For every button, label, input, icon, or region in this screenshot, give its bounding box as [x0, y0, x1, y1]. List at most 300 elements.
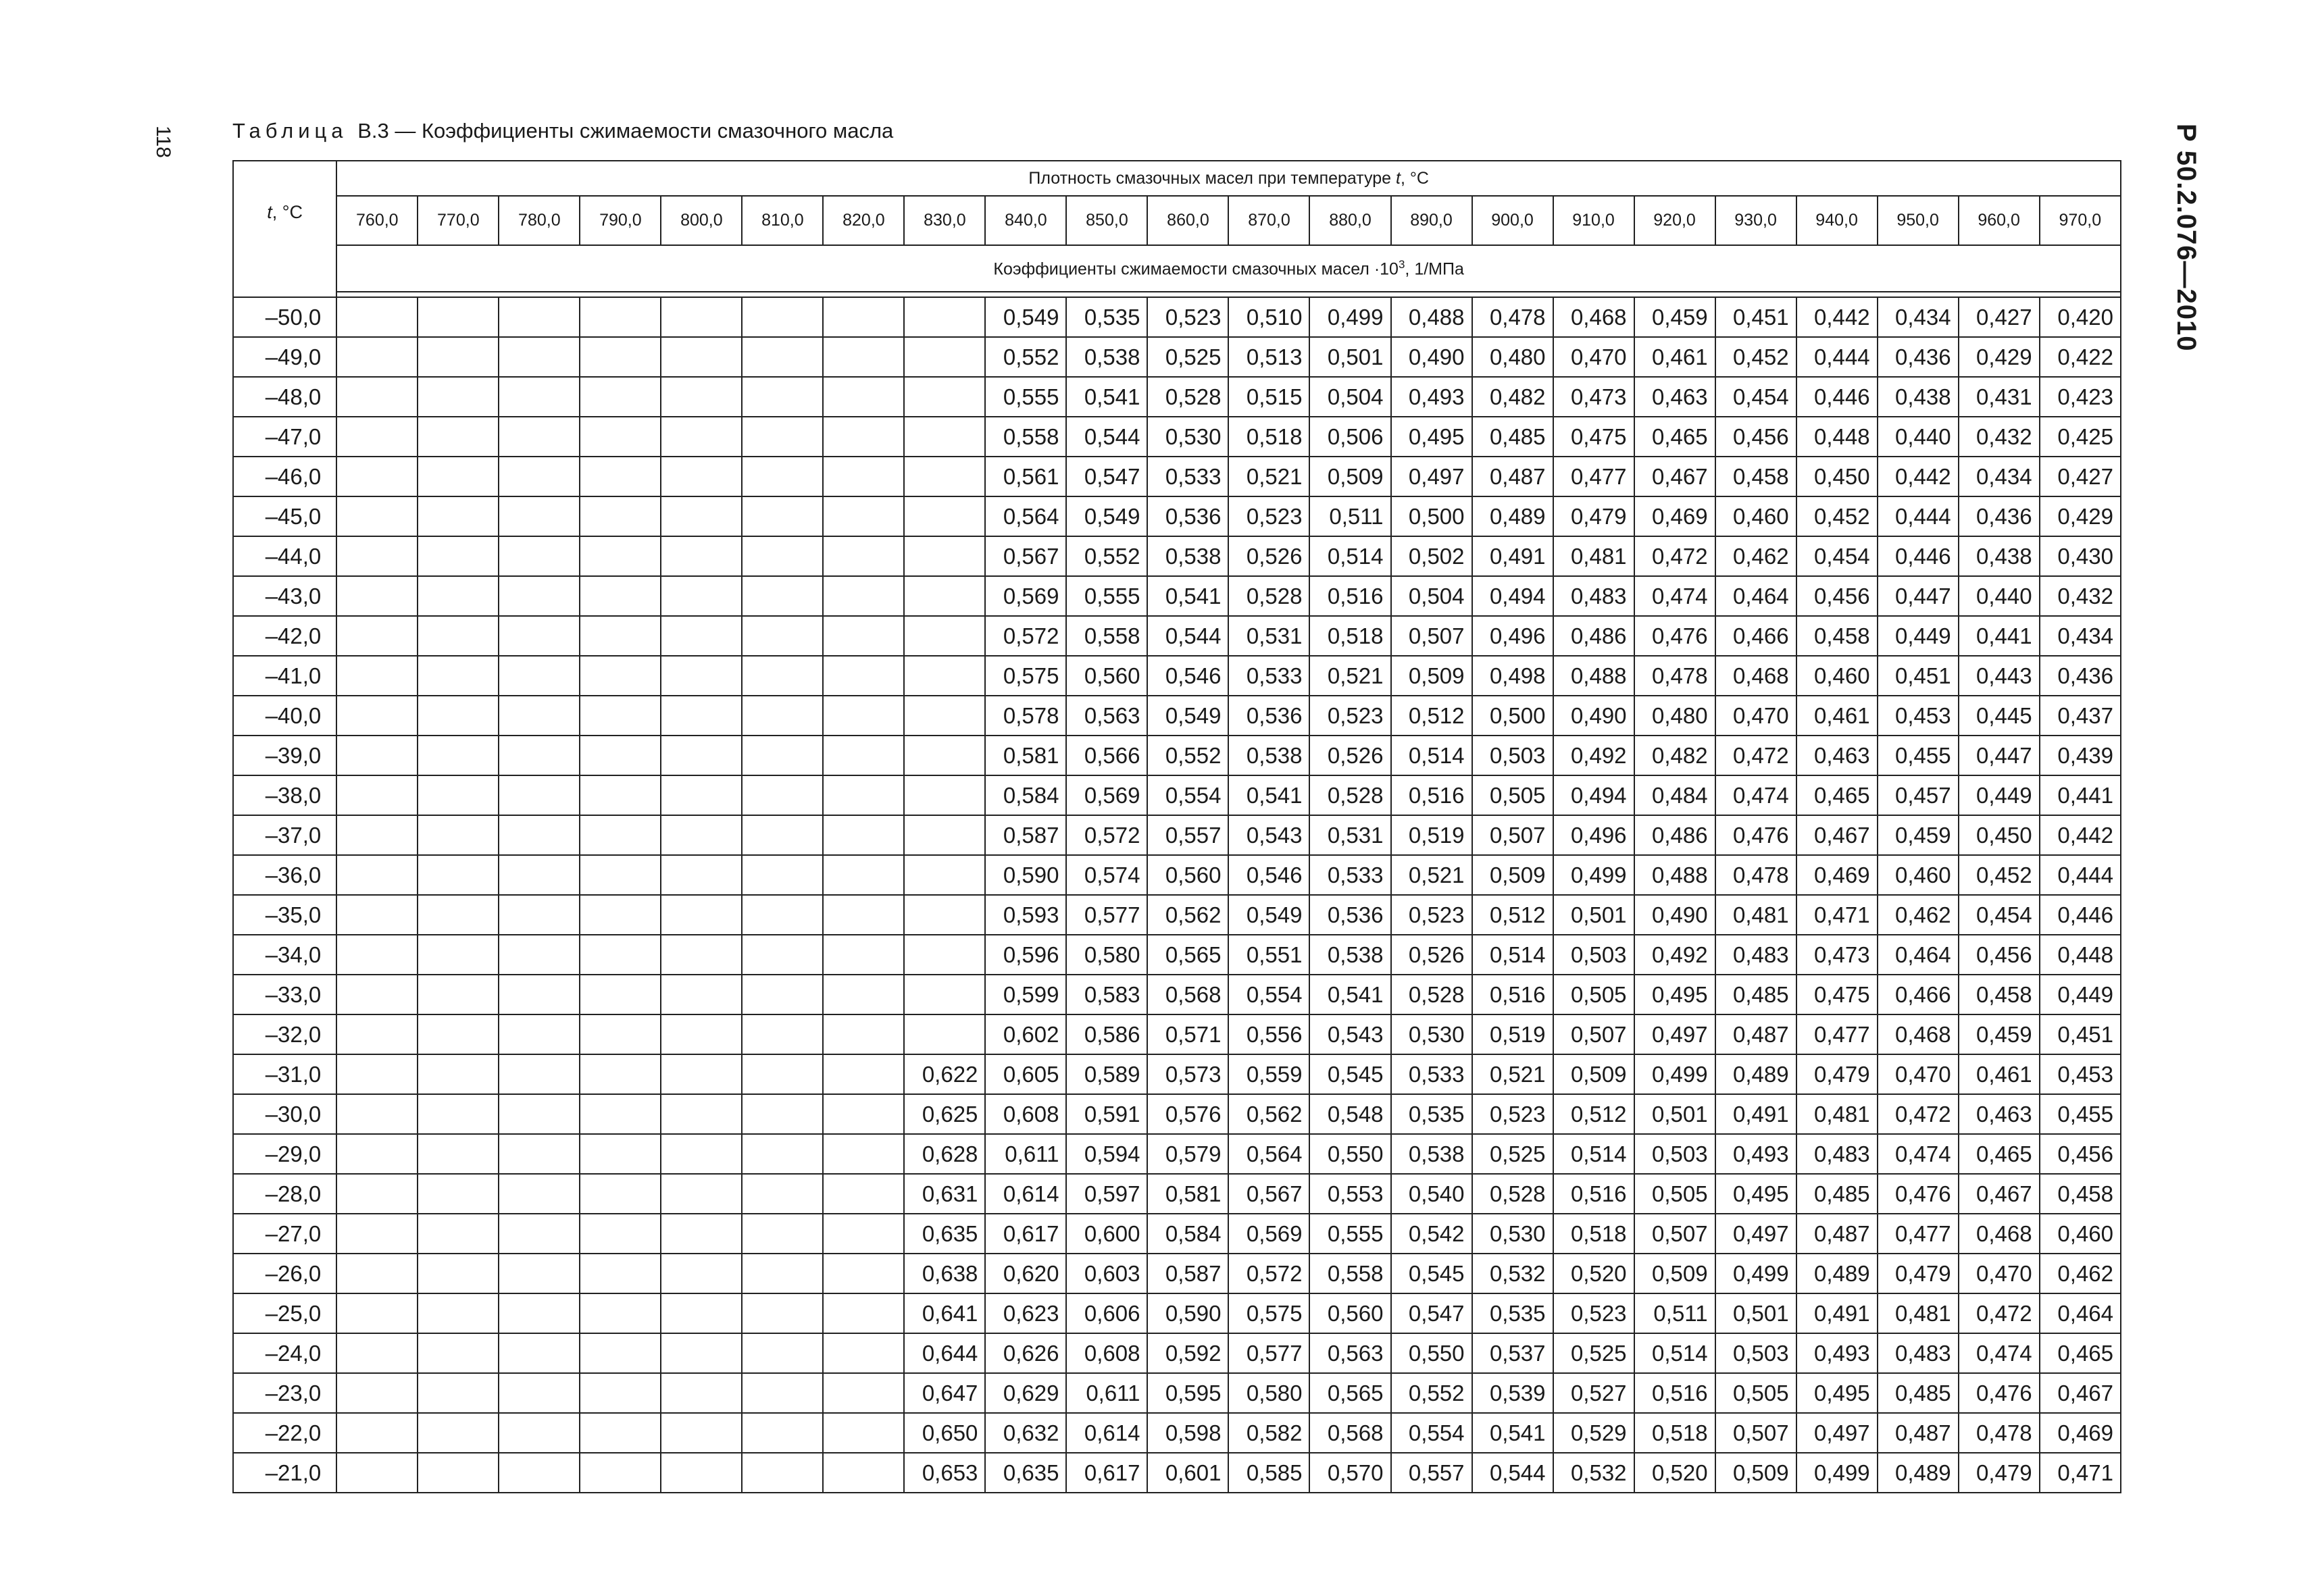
coefficient-cell — [904, 377, 985, 417]
coefficient-cell: 0,614 — [985, 1174, 1066, 1214]
coefficient-cell: 0,448 — [2040, 935, 2121, 975]
coefficient-cell: 0,585 — [1228, 1453, 1309, 1493]
coefficient-cell — [336, 975, 418, 1014]
coefficient-cell — [418, 337, 499, 377]
coefficient-cell: 0,466 — [1715, 616, 1796, 656]
coefficient-cell: 0,473 — [1553, 377, 1634, 417]
coefficient-cell: 0,481 — [1796, 1094, 1878, 1134]
temperature-cell: –26,0 — [233, 1254, 336, 1293]
coefficient-cell — [823, 895, 904, 935]
coefficient-cell: 0,570 — [1309, 1453, 1390, 1493]
coefficient-cell: 0,541 — [1472, 1413, 1553, 1453]
coefficient-cell — [661, 576, 742, 616]
coefficient-cell — [742, 1413, 823, 1453]
coefficient-cell: 0,497 — [1391, 457, 1472, 496]
coefficient-cell: 0,470 — [1553, 337, 1634, 377]
coefficient-cell: 0,554 — [1391, 1413, 1472, 1453]
coefficient-cell: 0,528 — [1147, 377, 1228, 417]
coefficient-cell: 0,432 — [1959, 417, 2040, 457]
coefficient-cell: 0,581 — [1147, 1174, 1228, 1214]
coefficient-cell: 0,507 — [1553, 1014, 1634, 1054]
coefficient-cell: 0,530 — [1147, 417, 1228, 457]
coefficient-cell — [823, 935, 904, 975]
coefficient-cell: 0,512 — [1472, 895, 1553, 935]
coefficient-cell: 0,488 — [1391, 297, 1472, 337]
coefficient-cell — [823, 736, 904, 775]
coefficient-cell: 0,526 — [1309, 736, 1390, 775]
temperature-cell: –43,0 — [233, 576, 336, 616]
coefficient-cell — [661, 457, 742, 496]
table-row — [233, 536, 2121, 576]
coefficient-cell — [904, 616, 985, 656]
coefficient-cell: 0,561 — [985, 457, 1066, 496]
coefficient-cell: 0,511 — [1634, 1293, 1715, 1333]
temperature-cell: –35,0 — [233, 895, 336, 935]
coefficient-cell — [336, 457, 418, 496]
coefficient-cell: 0,454 — [1959, 895, 2040, 935]
coefficient-cell: 0,549 — [1147, 696, 1228, 736]
coefficient-cell: 0,453 — [1878, 696, 1959, 736]
coefficient-cell — [499, 656, 580, 696]
coefficient-cell — [580, 815, 661, 855]
coefficient-cell — [661, 1413, 742, 1453]
coefficient-cell — [661, 417, 742, 457]
coefficient-cell: 0,479 — [1878, 1254, 1959, 1293]
coefficient-cell — [580, 1413, 661, 1453]
coefficient-cell: 0,523 — [1309, 696, 1390, 736]
coefficient-cell — [499, 536, 580, 576]
coefficient-cell — [580, 297, 661, 337]
coefficient-cell: 0,591 — [1066, 1094, 1147, 1134]
coefficient-cell — [580, 656, 661, 696]
coefficient-cell: 0,461 — [1796, 696, 1878, 736]
coefficient-cell — [904, 815, 985, 855]
coefficient-cell: 0,586 — [1066, 1014, 1147, 1054]
temperature-cell: –32,0 — [233, 1014, 336, 1054]
coefficient-cell — [499, 1174, 580, 1214]
coefficient-cell: 0,549 — [1228, 895, 1309, 935]
coefficient-cell — [418, 1014, 499, 1054]
coefficient-cell: 0,501 — [1715, 1293, 1796, 1333]
coefficient-cell: 0,580 — [1228, 1373, 1309, 1413]
coefficient-cell: 0,539 — [1472, 1373, 1553, 1413]
density-header-cell: 920,0 — [1634, 196, 1715, 245]
coefficient-cell — [418, 377, 499, 417]
coefficient-cell: 0,557 — [1147, 815, 1228, 855]
coefficient-cell — [823, 576, 904, 616]
coefficient-cell — [499, 815, 580, 855]
coefficient-cell — [742, 496, 823, 536]
coefficient-cell: 0,535 — [1066, 297, 1147, 337]
density-header-cell: 770,0 — [418, 196, 499, 245]
coefficient-cell: 0,528 — [1472, 1174, 1553, 1214]
coefficient-cell — [742, 576, 823, 616]
coefficient-cell: 0,420 — [2040, 297, 2121, 337]
coefficient-cell: 0,478 — [1472, 297, 1553, 337]
coefficient-cell: 0,525 — [1553, 1333, 1634, 1373]
coefficient-cell — [742, 975, 823, 1014]
coefficient-cell: 0,622 — [904, 1054, 985, 1094]
coefficient-cell: 0,440 — [1959, 576, 2040, 616]
coefficient-cell: 0,489 — [1715, 1054, 1796, 1094]
temperature-header — [233, 161, 336, 297]
table-row — [233, 1453, 2121, 1493]
coefficient-cell: 0,541 — [1147, 576, 1228, 616]
coefficient-cell: 0,552 — [1147, 736, 1228, 775]
density-header-cell: 970,0 — [2040, 196, 2121, 245]
coefficient-cell — [499, 1373, 580, 1413]
coefficient-cell: 0,493 — [1796, 1333, 1878, 1373]
coefficient-cell: 0,503 — [1715, 1333, 1796, 1373]
coefficient-cell: 0,552 — [1391, 1373, 1472, 1413]
coefficient-cell: 0,562 — [1147, 895, 1228, 935]
coefficient-cell: 0,462 — [1715, 536, 1796, 576]
coefficient-cell: 0,509 — [1391, 656, 1472, 696]
coefficient-cell — [661, 1054, 742, 1094]
table-row — [233, 935, 2121, 975]
coefficient-cell: 0,582 — [1228, 1413, 1309, 1453]
coefficient-cell: 0,460 — [1796, 656, 1878, 696]
table-row — [233, 297, 2121, 337]
coefficient-cell: 0,491 — [1715, 1094, 1796, 1134]
coefficient-cell — [418, 1293, 499, 1333]
coefficient-cell: 0,516 — [1472, 975, 1553, 1014]
coefficient-cell: 0,446 — [1796, 377, 1878, 417]
coefficient-cell — [580, 1293, 661, 1333]
coefficient-cell: 0,451 — [1715, 297, 1796, 337]
coefficient-cell: 0,555 — [1066, 576, 1147, 616]
density-header-cell: 830,0 — [904, 196, 985, 245]
coefficient-cell: 0,472 — [1715, 736, 1796, 775]
coefficient-cell: 0,526 — [1228, 536, 1309, 576]
coefficient-cell — [418, 935, 499, 975]
coefficient-cell — [661, 496, 742, 536]
coefficient-cell: 0,509 — [1715, 1453, 1796, 1493]
coefficient-cell — [661, 1254, 742, 1293]
coefficient-cell — [336, 377, 418, 417]
coefficient-cell — [742, 1094, 823, 1134]
temperature-cell: –24,0 — [233, 1333, 336, 1373]
coefficient-cell — [580, 1333, 661, 1373]
coefficient-cell: 0,474 — [1878, 1134, 1959, 1174]
coefficient-cell: 0,483 — [1796, 1134, 1878, 1174]
coefficient-cell — [742, 656, 823, 696]
coefficient-cell — [418, 1254, 499, 1293]
coefficient-cell: 0,443 — [1959, 656, 2040, 696]
coefficient-cell: 0,595 — [1147, 1373, 1228, 1413]
coefficient-cell — [336, 1054, 418, 1094]
coefficient-cell — [661, 616, 742, 656]
coefficient-cell — [336, 1293, 418, 1333]
coefficient-cell: 0,512 — [1553, 1094, 1634, 1134]
coefficient-cell: 0,611 — [1066, 1373, 1147, 1413]
coefficient-cell — [336, 1174, 418, 1214]
coefficient-cell: 0,632 — [985, 1413, 1066, 1453]
coefficient-cell — [823, 1333, 904, 1373]
coefficient-cell — [499, 457, 580, 496]
coefficient-cell — [742, 1373, 823, 1413]
coefficient-cell: 0,589 — [1066, 1054, 1147, 1094]
coefficient-cell: 0,456 — [2040, 1134, 2121, 1174]
coefficient-cell: 0,432 — [2040, 576, 2121, 616]
coefficient-cell: 0,608 — [985, 1094, 1066, 1134]
coefficient-cell: 0,436 — [1878, 337, 1959, 377]
coefficient-cell: 0,579 — [1147, 1134, 1228, 1174]
coefficient-cell: 0,460 — [1715, 496, 1796, 536]
coefficient-cell: 0,468 — [1553, 297, 1634, 337]
coefficient-cell: 0,535 — [1391, 1094, 1472, 1134]
coefficient-cell — [823, 696, 904, 736]
temperature-cell: –31,0 — [233, 1054, 336, 1094]
coefficient-cell: 0,577 — [1066, 895, 1147, 935]
density-header-cell: 960,0 — [1959, 196, 2040, 245]
coefficient-cell: 0,592 — [1147, 1333, 1228, 1373]
coefficient-cell: 0,600 — [1066, 1214, 1147, 1254]
coefficient-cell: 0,447 — [1959, 736, 2040, 775]
coefficient-cell — [661, 775, 742, 815]
coefficient-cell: 0,564 — [985, 496, 1066, 536]
coefficient-cell — [823, 417, 904, 457]
coefficient-cell: 0,547 — [1066, 457, 1147, 496]
coefficient-cell: 0,509 — [1553, 1054, 1634, 1094]
temperature-cell: –44,0 — [233, 536, 336, 576]
coefficient-cell: 0,525 — [1472, 1134, 1553, 1174]
coefficient-cell: 0,444 — [1878, 496, 1959, 536]
coefficient-cell — [904, 337, 985, 377]
coefficient-cell: 0,521 — [1309, 656, 1390, 696]
coefficient-cell: 0,568 — [1309, 1413, 1390, 1453]
coefficient-cell — [336, 616, 418, 656]
coefficient-cell: 0,535 — [1472, 1293, 1553, 1333]
coefficient-cell: 0,584 — [985, 775, 1066, 815]
coefficient-cell: 0,584 — [1147, 1214, 1228, 1254]
coefficient-cell — [580, 496, 661, 536]
density-group-var: t — [1395, 168, 1401, 188]
coefficient-cell: 0,495 — [1634, 975, 1715, 1014]
coefficient-cell — [499, 417, 580, 457]
table-row — [233, 1094, 2121, 1134]
coefficient-cell — [742, 1293, 823, 1333]
coefficient-cell: 0,527 — [1553, 1373, 1634, 1413]
coefficient-cell: 0,496 — [1472, 616, 1553, 656]
coefficient-cell: 0,531 — [1309, 815, 1390, 855]
coefficient-cell: 0,544 — [1147, 616, 1228, 656]
coefficient-cell: 0,551 — [1228, 935, 1309, 975]
coefficient-cell: 0,523 — [1553, 1293, 1634, 1333]
coefficient-cell — [904, 496, 985, 536]
coefficient-cell — [742, 1174, 823, 1214]
coefficient-cell: 0,463 — [1634, 377, 1715, 417]
coefficient-cell — [661, 1373, 742, 1413]
coefficient-cell: 0,479 — [1796, 1054, 1878, 1094]
coefficient-cell: 0,509 — [1634, 1254, 1715, 1293]
temperature-cell: –27,0 — [233, 1214, 336, 1254]
coefficient-cell: 0,536 — [1228, 696, 1309, 736]
coefficient-cell: 0,587 — [1147, 1254, 1228, 1293]
temperature-header-unit: , °С — [272, 202, 303, 222]
coefficient-cell: 0,503 — [1472, 736, 1553, 775]
coefficient-cell: 0,629 — [985, 1373, 1066, 1413]
density-header-cell: 820,0 — [823, 196, 904, 245]
table-row — [233, 1254, 2121, 1293]
coefficient-cell: 0,482 — [1634, 736, 1715, 775]
coefficient-cell — [823, 457, 904, 496]
gap-cell — [336, 292, 2121, 297]
coefficient-cell: 0,541 — [1228, 775, 1309, 815]
coefficient-cell — [661, 1174, 742, 1214]
coefficient-cell: 0,514 — [1553, 1134, 1634, 1174]
coefficient-cell — [904, 297, 985, 337]
coefficient-cell — [418, 1453, 499, 1493]
coefficient-cell — [418, 895, 499, 935]
table-row — [233, 496, 2121, 536]
coefficient-cell: 0,563 — [1066, 696, 1147, 736]
coefficient-cell: 0,460 — [1878, 855, 1959, 895]
coefficient-cell: 0,458 — [2040, 1174, 2121, 1214]
coefficient-cell — [336, 576, 418, 616]
coefficient-cell — [499, 576, 580, 616]
temperature-cell: –23,0 — [233, 1373, 336, 1413]
coefficient-cell: 0,458 — [1959, 975, 2040, 1014]
density-header-cell: 930,0 — [1715, 196, 1796, 245]
coefficient-cell — [661, 736, 742, 775]
coefficient-cell: 0,556 — [1228, 1014, 1309, 1054]
coefficient-cell: 0,596 — [985, 935, 1066, 975]
table-row — [233, 1333, 2121, 1373]
coefficient-cell: 0,501 — [1634, 1094, 1715, 1134]
coefficient-cell: 0,507 — [1715, 1413, 1796, 1453]
coefficient-cell: 0,521 — [1391, 855, 1472, 895]
coefficient-cell: 0,491 — [1472, 536, 1553, 576]
coefficient-cell: 0,530 — [1391, 1014, 1472, 1054]
coefficient-cell: 0,568 — [1147, 975, 1228, 1014]
coefficient-cell — [499, 975, 580, 1014]
table-row — [233, 696, 2121, 736]
coefficient-cell: 0,620 — [985, 1254, 1066, 1293]
coefficient-cell: 0,542 — [1391, 1214, 1472, 1254]
coefficient-cell: 0,457 — [1878, 775, 1959, 815]
coefficient-cell: 0,464 — [1878, 935, 1959, 975]
coefficient-cell — [742, 1134, 823, 1174]
temperature-cell: –48,0 — [233, 377, 336, 417]
coefficient-cell: 0,520 — [1634, 1453, 1715, 1493]
coefficient-cell: 0,514 — [1391, 736, 1472, 775]
coefficient-cell: 0,440 — [1878, 417, 1959, 457]
coefficient-cell: 0,460 — [2040, 1214, 2121, 1254]
coefficient-cell: 0,606 — [1066, 1293, 1147, 1333]
coefficient-cell: 0,480 — [1472, 337, 1553, 377]
coefficient-cell: 0,505 — [1634, 1174, 1715, 1214]
coefficient-cell — [580, 775, 661, 815]
coefficient-cell: 0,572 — [985, 616, 1066, 656]
coefficient-cell: 0,452 — [1715, 337, 1796, 377]
coefficient-cell: 0,509 — [1309, 457, 1390, 496]
coefficient-cell: 0,475 — [1796, 975, 1878, 1014]
coefficient-cell: 0,449 — [1878, 616, 1959, 656]
table-row — [233, 1134, 2121, 1174]
coefficient-cell — [336, 1413, 418, 1453]
coefficient-cell: 0,518 — [1309, 616, 1390, 656]
coefficient-cell — [823, 1054, 904, 1094]
coefficient-cell: 0,447 — [1878, 576, 1959, 616]
coefficient-cell: 0,516 — [1391, 775, 1472, 815]
coefficient-cell — [823, 775, 904, 815]
coefficient-cell: 0,445 — [1959, 696, 2040, 736]
coefficient-cell — [499, 736, 580, 775]
coefficient-cell: 0,446 — [1878, 536, 1959, 576]
coefficient-cell: 0,573 — [1147, 1054, 1228, 1094]
coefficient-cell: 0,603 — [1066, 1254, 1147, 1293]
coefficient-cell — [823, 1014, 904, 1054]
coefficient-cell: 0,430 — [2040, 536, 2121, 576]
coefficient-cell: 0,601 — [1147, 1453, 1228, 1493]
temperature-cell: –47,0 — [233, 417, 336, 457]
coefficient-cell — [499, 1293, 580, 1333]
coefficient-cell — [823, 616, 904, 656]
coefficient-cell: 0,449 — [1959, 775, 2040, 815]
coefficient-cell — [823, 855, 904, 895]
coefficient-cell — [823, 1134, 904, 1174]
coefficient-cell — [580, 337, 661, 377]
coefficient-cell: 0,552 — [1066, 536, 1147, 576]
coefficient-cell: 0,477 — [1878, 1214, 1959, 1254]
coefficient-cell: 0,546 — [1228, 855, 1309, 895]
coefficient-cell: 0,500 — [1472, 696, 1553, 736]
coefficient-cell: 0,530 — [1472, 1214, 1553, 1254]
coefficient-cell: 0,543 — [1309, 1014, 1390, 1054]
coefficient-cell: 0,528 — [1228, 576, 1309, 616]
coefficient-cell — [904, 736, 985, 775]
density-header-cell: 760,0 — [336, 196, 418, 245]
coefficient-cell: 0,548 — [1309, 1094, 1390, 1134]
coefficient-cell: 0,499 — [1309, 297, 1390, 337]
coefficient-cell — [823, 377, 904, 417]
coefficient-cell — [904, 417, 985, 457]
coefficient-cell: 0,459 — [1634, 297, 1715, 337]
coefficient-cell: 0,499 — [1796, 1453, 1878, 1493]
coefficient-cell: 0,499 — [1715, 1254, 1796, 1293]
coefficient-cell: 0,477 — [1796, 1014, 1878, 1054]
coefficient-cell — [336, 337, 418, 377]
coefficient-cell: 0,444 — [1796, 337, 1878, 377]
coefficient-cell: 0,464 — [2040, 1293, 2121, 1333]
table-row — [233, 975, 2121, 1014]
coefficient-cell: 0,567 — [1228, 1174, 1309, 1214]
coefficient-cell: 0,647 — [904, 1373, 985, 1413]
coefficient-cell — [499, 1214, 580, 1254]
coefficient-cell — [661, 895, 742, 935]
coefficient-cell — [499, 1054, 580, 1094]
coefficient-cell: 0,459 — [1959, 1014, 2040, 1054]
table-row — [233, 1174, 2121, 1214]
document-code: Р 50.2.076—2010 — [2171, 124, 2201, 352]
temperature-cell: –40,0 — [233, 696, 336, 736]
temperature-cell: –41,0 — [233, 656, 336, 696]
coefficient-cell: 0,454 — [1796, 536, 1878, 576]
coefficient-cell: 0,471 — [2040, 1453, 2121, 1493]
coefficient-cell: 0,544 — [1472, 1453, 1553, 1493]
temperature-cell: –34,0 — [233, 935, 336, 975]
coefficient-cell — [336, 696, 418, 736]
coefficient-cell: 0,528 — [1391, 975, 1472, 1014]
temperature-cell: –37,0 — [233, 815, 336, 855]
coefficient-cell: 0,550 — [1391, 1333, 1472, 1373]
coefficient-cell — [742, 736, 823, 775]
coefficient-cell — [580, 616, 661, 656]
coefficient-cell: 0,480 — [1634, 696, 1715, 736]
coefficient-cell — [742, 616, 823, 656]
coefficient-cell — [336, 895, 418, 935]
